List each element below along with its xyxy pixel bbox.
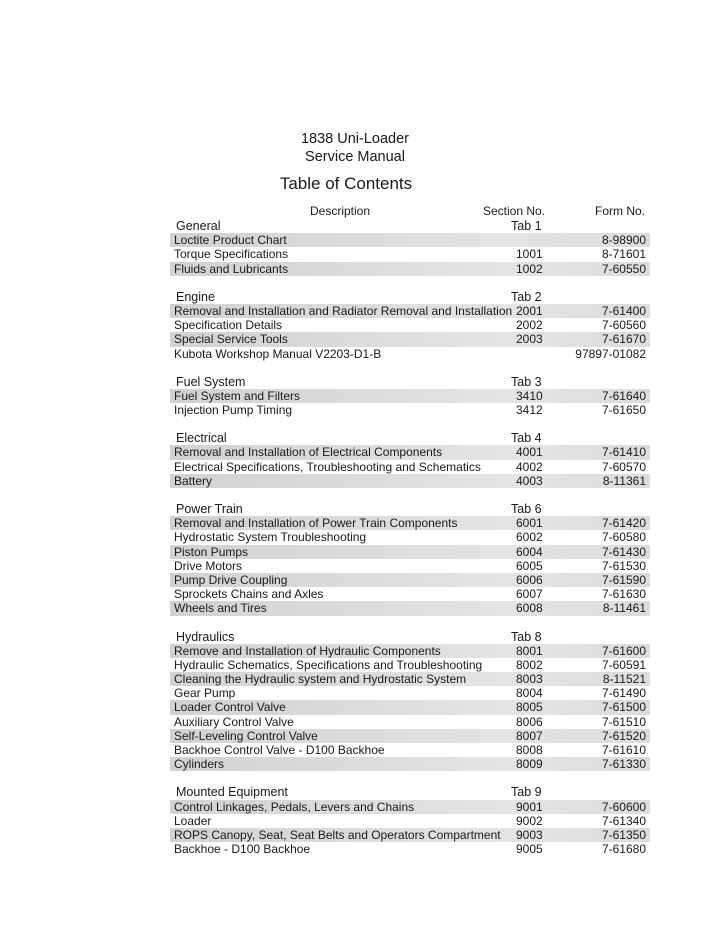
entry-section-number: 8008	[516, 743, 543, 757]
entry-form-number: 7-60580	[601, 530, 646, 545]
entry-form-number: 7-61680	[601, 842, 646, 857]
toc-entry-row	[170, 318, 650, 332]
toc-heading: Table of Contents	[279, 174, 413, 193]
entry-form-number: 7-61530	[601, 558, 646, 573]
entry-description: Self-Leveling Control Valve	[174, 728, 318, 743]
entry-form-number: 8-98900	[601, 233, 646, 248]
toc-entry-row	[170, 715, 650, 729]
toc-entry-row	[170, 672, 650, 686]
toc-entry-row	[170, 474, 650, 488]
group-title: Fuel System	[176, 374, 246, 389]
entry-form-number: 7-61510	[601, 714, 646, 729]
entry-section-number: 6002	[516, 530, 543, 545]
toc-group	[170, 431, 650, 488]
entry-description: Battery	[174, 473, 213, 488]
entry-description: Removal and Installation of Electrical Components	[174, 445, 443, 460]
entry-section-number: 4002	[516, 459, 543, 474]
entry-form-number: 7-61630	[601, 587, 646, 602]
entry-description: Auxiliary Control Valve	[174, 714, 294, 729]
entry-description: Special Service Tools	[174, 332, 288, 347]
entry-form-number: 7-61670	[601, 332, 646, 347]
entry-form-number: 7-61610	[601, 743, 646, 757]
entry-description: ROPS Canopy, Seat, Seat Belts and Operators Compartment	[174, 827, 501, 842]
manual-model-title: 1838 Uni-Loader	[300, 131, 410, 147]
entry-description: Kubota Workshop Manual V2203-D1-B	[174, 346, 382, 361]
entry-section-number: 6008	[516, 601, 543, 616]
entry-description: Backhoe Control Valve - D100 Backhoe	[174, 743, 385, 757]
entry-description: Fluids and Lubricants	[174, 261, 289, 276]
toc-entry-row	[170, 658, 650, 672]
toc-entry-row	[170, 601, 650, 615]
toc-entry-row	[170, 700, 650, 714]
group-tab: Tab 4	[511, 431, 542, 446]
group-title: Mounted Equipment	[176, 785, 288, 800]
manual-type-title: Service Manual	[305, 149, 405, 165]
group-title-row	[170, 785, 650, 799]
toc-groups	[170, 219, 650, 856]
entry-form-number: 7-61430	[601, 544, 646, 559]
entry-description: Hydraulic Schematics, Specifications and Troubleshooting	[174, 657, 483, 672]
group-title-row	[170, 290, 650, 304]
entry-form-number: 7-61330	[601, 757, 646, 772]
toc-group	[170, 375, 650, 418]
entry-section-number: 8006	[516, 714, 543, 729]
group-title-row	[170, 375, 650, 389]
entry-form-number: 97897-01082	[575, 346, 646, 361]
entry-description: Removal and Installation of Power Train Components	[174, 516, 458, 531]
entry-description: Electrical Specifications, Troubleshooting and Schematics	[174, 459, 481, 474]
entry-section-number: 2001	[516, 303, 543, 318]
entry-description: Wheels and Tires	[174, 601, 267, 616]
header-section: Section No.	[483, 204, 546, 218]
entry-form-number: 7-60570	[601, 459, 646, 474]
entry-section-number: 8001	[516, 643, 543, 658]
toc-entry-row	[170, 828, 650, 842]
group-title: Engine	[176, 289, 215, 304]
entry-description: Pump Drive Coupling	[174, 572, 288, 587]
toc-entry-row	[170, 573, 650, 587]
header-form: Form No.	[594, 204, 645, 218]
toc-entry-row	[170, 304, 650, 318]
entry-form-number: 7-60560	[601, 318, 646, 333]
entry-section-number: 3412	[516, 403, 543, 418]
group-tab: Tab 6	[511, 502, 542, 516]
group-title: Hydraulics	[176, 629, 235, 644]
group-tab: Tab 2	[511, 289, 542, 304]
entry-section-number: 6006	[516, 572, 543, 587]
entry-section-number: 6004	[516, 544, 543, 559]
toc-entry-row	[170, 516, 650, 530]
entry-section-number: 9001	[516, 799, 543, 814]
entry-description: Torque Specifications	[174, 247, 289, 262]
entry-description: Hydrostatic System Troubleshooting	[174, 530, 367, 545]
entry-form-number: 7-61490	[601, 686, 646, 701]
entry-section-number: 8009	[516, 757, 543, 772]
entry-section-number: 9005	[516, 842, 543, 857]
toc-entry-row	[170, 347, 650, 361]
entry-description: Loctite Product Chart	[174, 233, 287, 248]
entry-section-number: 3410	[516, 388, 543, 403]
entry-description: Backhoe - D100 Backhoe	[174, 842, 311, 857]
entry-form-number: 7-61420	[601, 516, 646, 531]
entry-description: Drive Motors	[174, 558, 243, 573]
entry-form-number: 8-71601	[601, 247, 646, 262]
entry-form-number: 7-61350	[601, 827, 646, 842]
entry-description: Piston Pumps	[174, 544, 249, 559]
entry-form-number: 8-11461	[602, 601, 646, 616]
toc-entry-row	[170, 545, 650, 559]
entry-form-number: 7-61340	[601, 813, 646, 828]
entry-form-number: 8-11521	[602, 672, 646, 687]
entry-description: Gear Pump	[174, 686, 236, 701]
entry-section-number: 4003	[516, 473, 543, 488]
entry-section-number: 9003	[516, 827, 543, 842]
entry-section-number: 1002	[516, 261, 543, 276]
entry-section-number: 6005	[516, 558, 543, 573]
group-title: Electrical	[176, 431, 227, 446]
group-title: Power Train	[176, 502, 243, 516]
toc-group	[170, 219, 650, 276]
toc-entry-row	[170, 814, 650, 828]
group-title-row	[170, 219, 650, 233]
entry-section-number: 8005	[516, 700, 543, 715]
toc-entry-row	[170, 559, 650, 573]
entry-section-number: 2003	[516, 332, 543, 347]
entry-section-number: 1001	[516, 247, 543, 262]
entry-form-number: 7-60550	[601, 261, 646, 276]
toc-entry-row	[170, 757, 650, 771]
entry-description: Loader Control Valve	[174, 700, 286, 715]
toc-entry-row	[170, 460, 650, 474]
toc-group	[170, 502, 650, 616]
toc-entry-row	[170, 587, 650, 601]
entry-section-number: 8003	[516, 672, 543, 687]
toc-entry-row	[170, 233, 650, 247]
entry-description: Cleaning the Hydraulic system and Hydrostatic System	[174, 672, 467, 687]
toc-group	[170, 630, 650, 772]
entry-form-number: 7-61400	[601, 303, 646, 318]
entry-form-number: 7-60591	[601, 657, 646, 672]
group-tab: Tab 8	[511, 629, 542, 644]
toc-entry-row	[170, 530, 650, 544]
entry-description: Specification Details	[174, 318, 283, 333]
entry-section-number: 6001	[516, 516, 543, 531]
entry-form-number: 8-11361	[602, 473, 646, 488]
entry-form-number: 7-61520	[601, 728, 646, 743]
entry-description: Injection Pump Timing	[174, 403, 293, 418]
toc-entry-row	[170, 247, 650, 261]
entry-section-number: 4001	[516, 445, 543, 460]
group-title-row	[170, 502, 650, 516]
toc-header-row	[170, 204, 650, 219]
entry-form-number: 7-61590	[601, 572, 646, 587]
entry-section-number: 6007	[516, 587, 543, 602]
document-title	[0, 130, 720, 166]
toc-group	[170, 290, 650, 361]
entry-description: Removal and Installation and Radiator Removal and Installation	[174, 303, 513, 318]
toc-group	[170, 785, 650, 856]
toc-table	[170, 204, 650, 870]
toc-entry-row	[170, 644, 650, 658]
toc-entry-row	[170, 800, 650, 814]
entry-description: Loader	[174, 813, 212, 828]
entry-description: Remove and Installation of Hydraulic Components	[174, 643, 441, 658]
entry-description: Sprockets Chains and Axles	[174, 587, 324, 602]
entry-description: Cylinders	[174, 757, 225, 772]
toc-entry-row	[170, 729, 650, 743]
entry-section-number: 8002	[516, 657, 543, 672]
header-description: Description	[310, 204, 371, 218]
entry-section-number: 2002	[516, 318, 543, 333]
toc-entry-row	[170, 842, 650, 856]
toc-entry-row	[170, 445, 650, 459]
entry-form-number: 7-61500	[601, 700, 646, 715]
toc-entry-row	[170, 403, 650, 417]
group-title: General	[176, 219, 221, 233]
group-title-row	[170, 630, 650, 644]
group-tab: Tab 9	[511, 785, 542, 800]
entry-form-number: 7-61410	[601, 445, 646, 460]
entry-form-number: 7-60600	[601, 799, 646, 814]
entry-form-number: 7-61650	[601, 403, 646, 418]
entry-description: Control Linkages, Pedals, Levers and Chains	[174, 799, 415, 814]
toc-entry-row	[170, 262, 650, 276]
entry-section-number: 8004	[516, 686, 543, 701]
toc-entry-row	[170, 332, 650, 346]
group-tab: Tab 3	[511, 374, 542, 389]
group-tab: Tab 1	[511, 219, 542, 233]
toc-entry-row	[170, 389, 650, 403]
entry-form-number: 7-61600	[601, 643, 646, 658]
entry-section-number: 8007	[516, 728, 543, 743]
toc-entry-row	[170, 743, 650, 757]
toc-entry-row	[170, 686, 650, 700]
entry-section-number: 9002	[516, 813, 543, 828]
group-title-row	[170, 431, 650, 445]
entry-form-number: 7-61640	[601, 388, 646, 403]
entry-description: Fuel System and Filters	[174, 388, 301, 403]
